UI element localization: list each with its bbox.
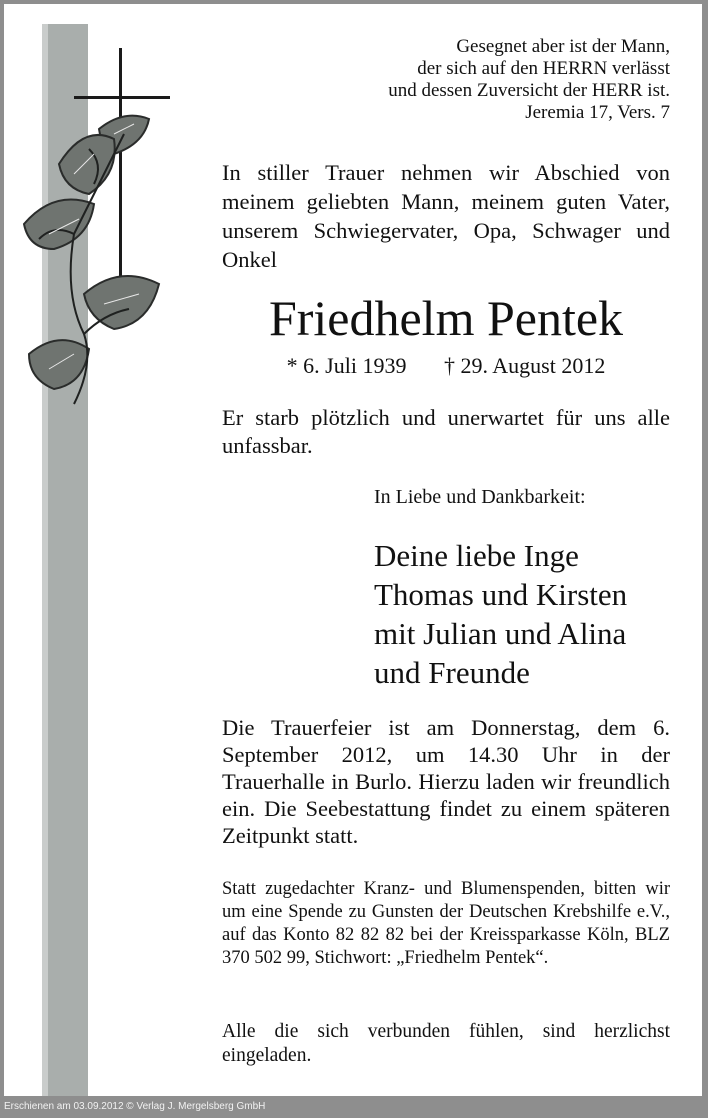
family-line: mit Julian und Alina (374, 616, 627, 651)
family-line: Thomas und Kirsten (374, 577, 628, 612)
funeral-info: Die Trauerfeier ist am Donnerstag, dem 6. September 2012, um 14.30 Uhr in der Trauerhalle in Burlo. Hierzu laden wir freundlich ein. Die Seebestattung findet zu einem späteren Zeitpunkt statt. (222, 715, 670, 848)
verse-line: und dessen Zuversicht der HERR ist. (388, 80, 670, 101)
deceased-name: Friedhelm Pentek (268, 290, 624, 346)
thanks-line: In Liebe und Dankbarkeit: (374, 486, 586, 508)
publication-footer: Erschienen am 03.09.2012 © Verlag J. Mergelsberg GmbH (4, 1101, 266, 1112)
life-dates (222, 352, 670, 380)
intro-text: In stiller Trauer nehmen wir Abschied von meinem geliebten Mann, meinem guten Vater, unserem Schwiegervater, Opa, Schwager und Onkel (222, 160, 670, 272)
bible-verse (388, 36, 670, 124)
family-line: und Freunde (374, 655, 530, 690)
cross-bar (74, 96, 170, 99)
family-line: Deine liebe Inge (374, 538, 579, 573)
birth-date: * 6. Juli 1939 (286, 353, 407, 378)
verse-line: Gesegnet aber ist der Mann, (456, 36, 670, 57)
verse-reference: Jeremia 17, Vers. 7 (525, 102, 670, 123)
family-signatures (374, 536, 627, 692)
death-note: Er starb plötzlich und unerwartet für uns alle unfassbar. (222, 405, 670, 458)
death-date: † 29. August 2012 (443, 353, 606, 378)
ivy-leaves-icon (4, 104, 174, 414)
verse-line: der sich auf den HERRN verlässt (417, 58, 670, 79)
donation-info: Statt zugedachter Kranz- und Blumenspenden, bitten wir um eine Spende zu Gunsten der Deutschen Krebshilfe e.V., auf das Konto 82 82 82 bei der Kreissparkasse Köln, BLZ 370 502 99, Stichwort: „Friedhelm Pentek“. (222, 879, 670, 968)
closing-note: Alle die sich verbunden fühlen, sind herzlichst eingeladen. (222, 1021, 670, 1066)
